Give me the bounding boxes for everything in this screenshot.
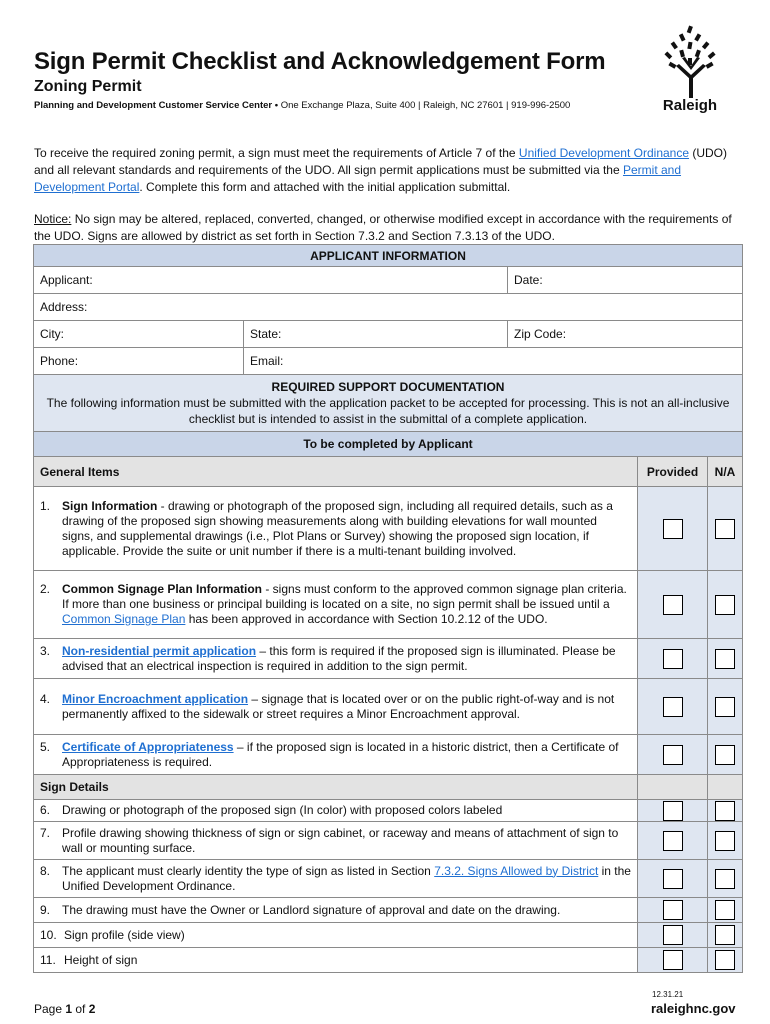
na-checkbox[interactable] xyxy=(715,869,735,889)
general-item-3: 3. Non-residential permit application – this form is required if the proposed sign is illuminated. Please be advised that an electrical inspection is required in addition to the sign permit. xyxy=(34,639,638,679)
common-signage-plan-link[interactable]: Common Signage Plan xyxy=(62,612,186,626)
office-address: Planning and Development Customer Service Center • One Exchange Plaza, Suite 400 | Raleigh, NC 27601 | 919-996-2500 xyxy=(34,100,571,111)
raleigh-logo-text: Raleigh xyxy=(662,97,718,114)
intro-paragraph: To receive the required zoning permit, a sign must meet the requirements of Article 7 of the Unified Development Ordinance (UDO) and all relevant standards and requirements of the UDO. All sign permit applications must be submitted via the Permit and Development Portal. Complete this form and attached with the initial application submittal. xyxy=(34,146,728,194)
provided-checkbox[interactable] xyxy=(663,801,683,821)
detail-item-11: 11. Height of sign xyxy=(34,948,638,973)
page-title: Sign Permit Checklist and Acknowledgement Form xyxy=(34,48,606,75)
detail-item-10: 10. Sign profile (side view) xyxy=(34,923,638,948)
na-checkbox[interactable] xyxy=(715,925,735,945)
provided-checkbox[interactable] xyxy=(663,831,683,851)
na-checkbox[interactable] xyxy=(715,697,735,717)
applicant-info-heading: APPLICANT INFORMATION xyxy=(34,245,743,267)
sign-details-heading: Sign Details xyxy=(34,775,638,800)
portal-link[interactable]: Permit and Development Portal xyxy=(34,163,682,194)
minor-encroachment-link[interactable]: Minor Encroachment application xyxy=(62,691,249,706)
na-checkbox[interactable] xyxy=(715,745,735,765)
support-doc-heading: REQUIRED SUPPORT DOCUMENTATION xyxy=(271,380,505,394)
revision-date: 12.31.21 xyxy=(652,990,684,999)
zip-field[interactable]: Zip Code: xyxy=(508,321,743,348)
applicant-completion-heading: To be completed by Applicant xyxy=(34,432,743,457)
provided-checkbox[interactable] xyxy=(663,950,683,970)
general-item-1: 1. Sign Information - drawing or photograph of the proposed sign, including all required details, such as a drawing of the proposed sign showing measurements along with building elevations for wall mounted signs, and supplemental drawings (i.e., Plot Plans or Survey) showing the proposed sign location, if applicable. Provide the suite or unit number if there is a multi-tenant building involved. xyxy=(34,487,638,571)
provided-checkbox[interactable] xyxy=(663,649,683,669)
general-items-heading: General Items xyxy=(34,457,638,487)
phone-field[interactable]: Phone: xyxy=(34,348,244,375)
provided-checkbox[interactable] xyxy=(663,900,683,920)
city-field[interactable]: City: xyxy=(34,321,244,348)
provided-checkbox[interactable] xyxy=(663,869,683,889)
udo-link[interactable]: Unified Development Ordinance xyxy=(518,146,690,160)
na-checkbox[interactable] xyxy=(715,831,735,851)
non-residential-permit-link[interactable]: Non-residential permit application xyxy=(62,643,257,658)
provided-checkbox[interactable] xyxy=(663,697,683,717)
state-field[interactable]: State: xyxy=(244,321,508,348)
general-item-5: 5. Certificate of Appropriateness – if the proposed sign is located in a historic district, then a Certificate of Appropriateness is required. xyxy=(34,735,638,775)
na-checkbox[interactable] xyxy=(715,900,735,920)
notice-paragraph: Notice: No sign may be altered, replaced, converted, changed, or otherwise modified except in accordance with the requirements of the UDO. Signs are allowed by district as set forth in Section 7.3.2 and Section 7.3.13 of the UDO. xyxy=(34,212,732,243)
page-number: Page 1 of 2 xyxy=(34,1002,96,1016)
permit-form-table xyxy=(33,244,743,973)
footer-url: raleighnc.gov xyxy=(651,1001,736,1016)
provided-checkbox[interactable] xyxy=(663,519,683,539)
provided-checkbox[interactable] xyxy=(663,745,683,765)
detail-item-6: 6. Drawing or photograph of the proposed sign (In color) with proposed colors labeled xyxy=(34,800,638,822)
provided-checkbox[interactable] xyxy=(663,595,683,615)
general-item-4: 4. Minor Encroachment application – signage that is located over or on the public right-of-way and is not permanently affixed to the sidewalk or street requires a Minor Encroachment approval. xyxy=(34,679,638,735)
na-checkbox[interactable] xyxy=(715,519,735,539)
signs-allowed-by-district-link[interactable]: 7.3.2. Signs Allowed by District xyxy=(434,863,599,878)
date-field[interactable]: Date: xyxy=(508,267,743,294)
na-checkbox[interactable] xyxy=(715,595,735,615)
general-item-2: 2. Common Signage Plan Information - signs must conform to the approved common signage plan criteria. If more than one business or principal building is located on a site, no sign permit shall be issued until a Common Signage Plan has been approved in accordance with Section 10.2.12 of the UDO. xyxy=(34,571,638,639)
support-doc-text: The following information must be submitted with the application packet to be accepted for processing. This is not an all-inclusive checklist but is intended to assist in the submittal of a complete application. xyxy=(46,396,730,426)
address-field[interactable]: Address: xyxy=(34,294,743,321)
na-checkbox[interactable] xyxy=(715,649,735,669)
support-doc-section xyxy=(34,375,743,432)
page-subtitle: Zoning Permit xyxy=(34,78,142,95)
provided-column-header: Provided xyxy=(638,457,708,487)
na-column-header: N/A xyxy=(708,457,743,487)
na-checkbox[interactable] xyxy=(715,950,735,970)
detail-item-7: 7. Profile drawing showing thickness of sign or sign cabinet, or raceway and means of attachment of sign to wall or mounting surface. xyxy=(34,822,638,860)
email-field[interactable]: Email: xyxy=(244,348,743,375)
certificate-appropriateness-link[interactable]: Certificate of Appropriateness xyxy=(62,739,234,754)
provided-checkbox[interactable] xyxy=(663,925,683,945)
detail-item-9: 9. The drawing must have the Owner or Landlord signature of approval and date on the drawing. xyxy=(34,898,638,923)
detail-item-8: 8. The applicant must clearly identity the type of sign as listed in Section 7.3.2. Signs Allowed by District in the Unified Development Ordinance. xyxy=(34,860,638,898)
na-checkbox[interactable] xyxy=(715,801,735,821)
applicant-field[interactable]: Applicant: xyxy=(34,267,508,294)
